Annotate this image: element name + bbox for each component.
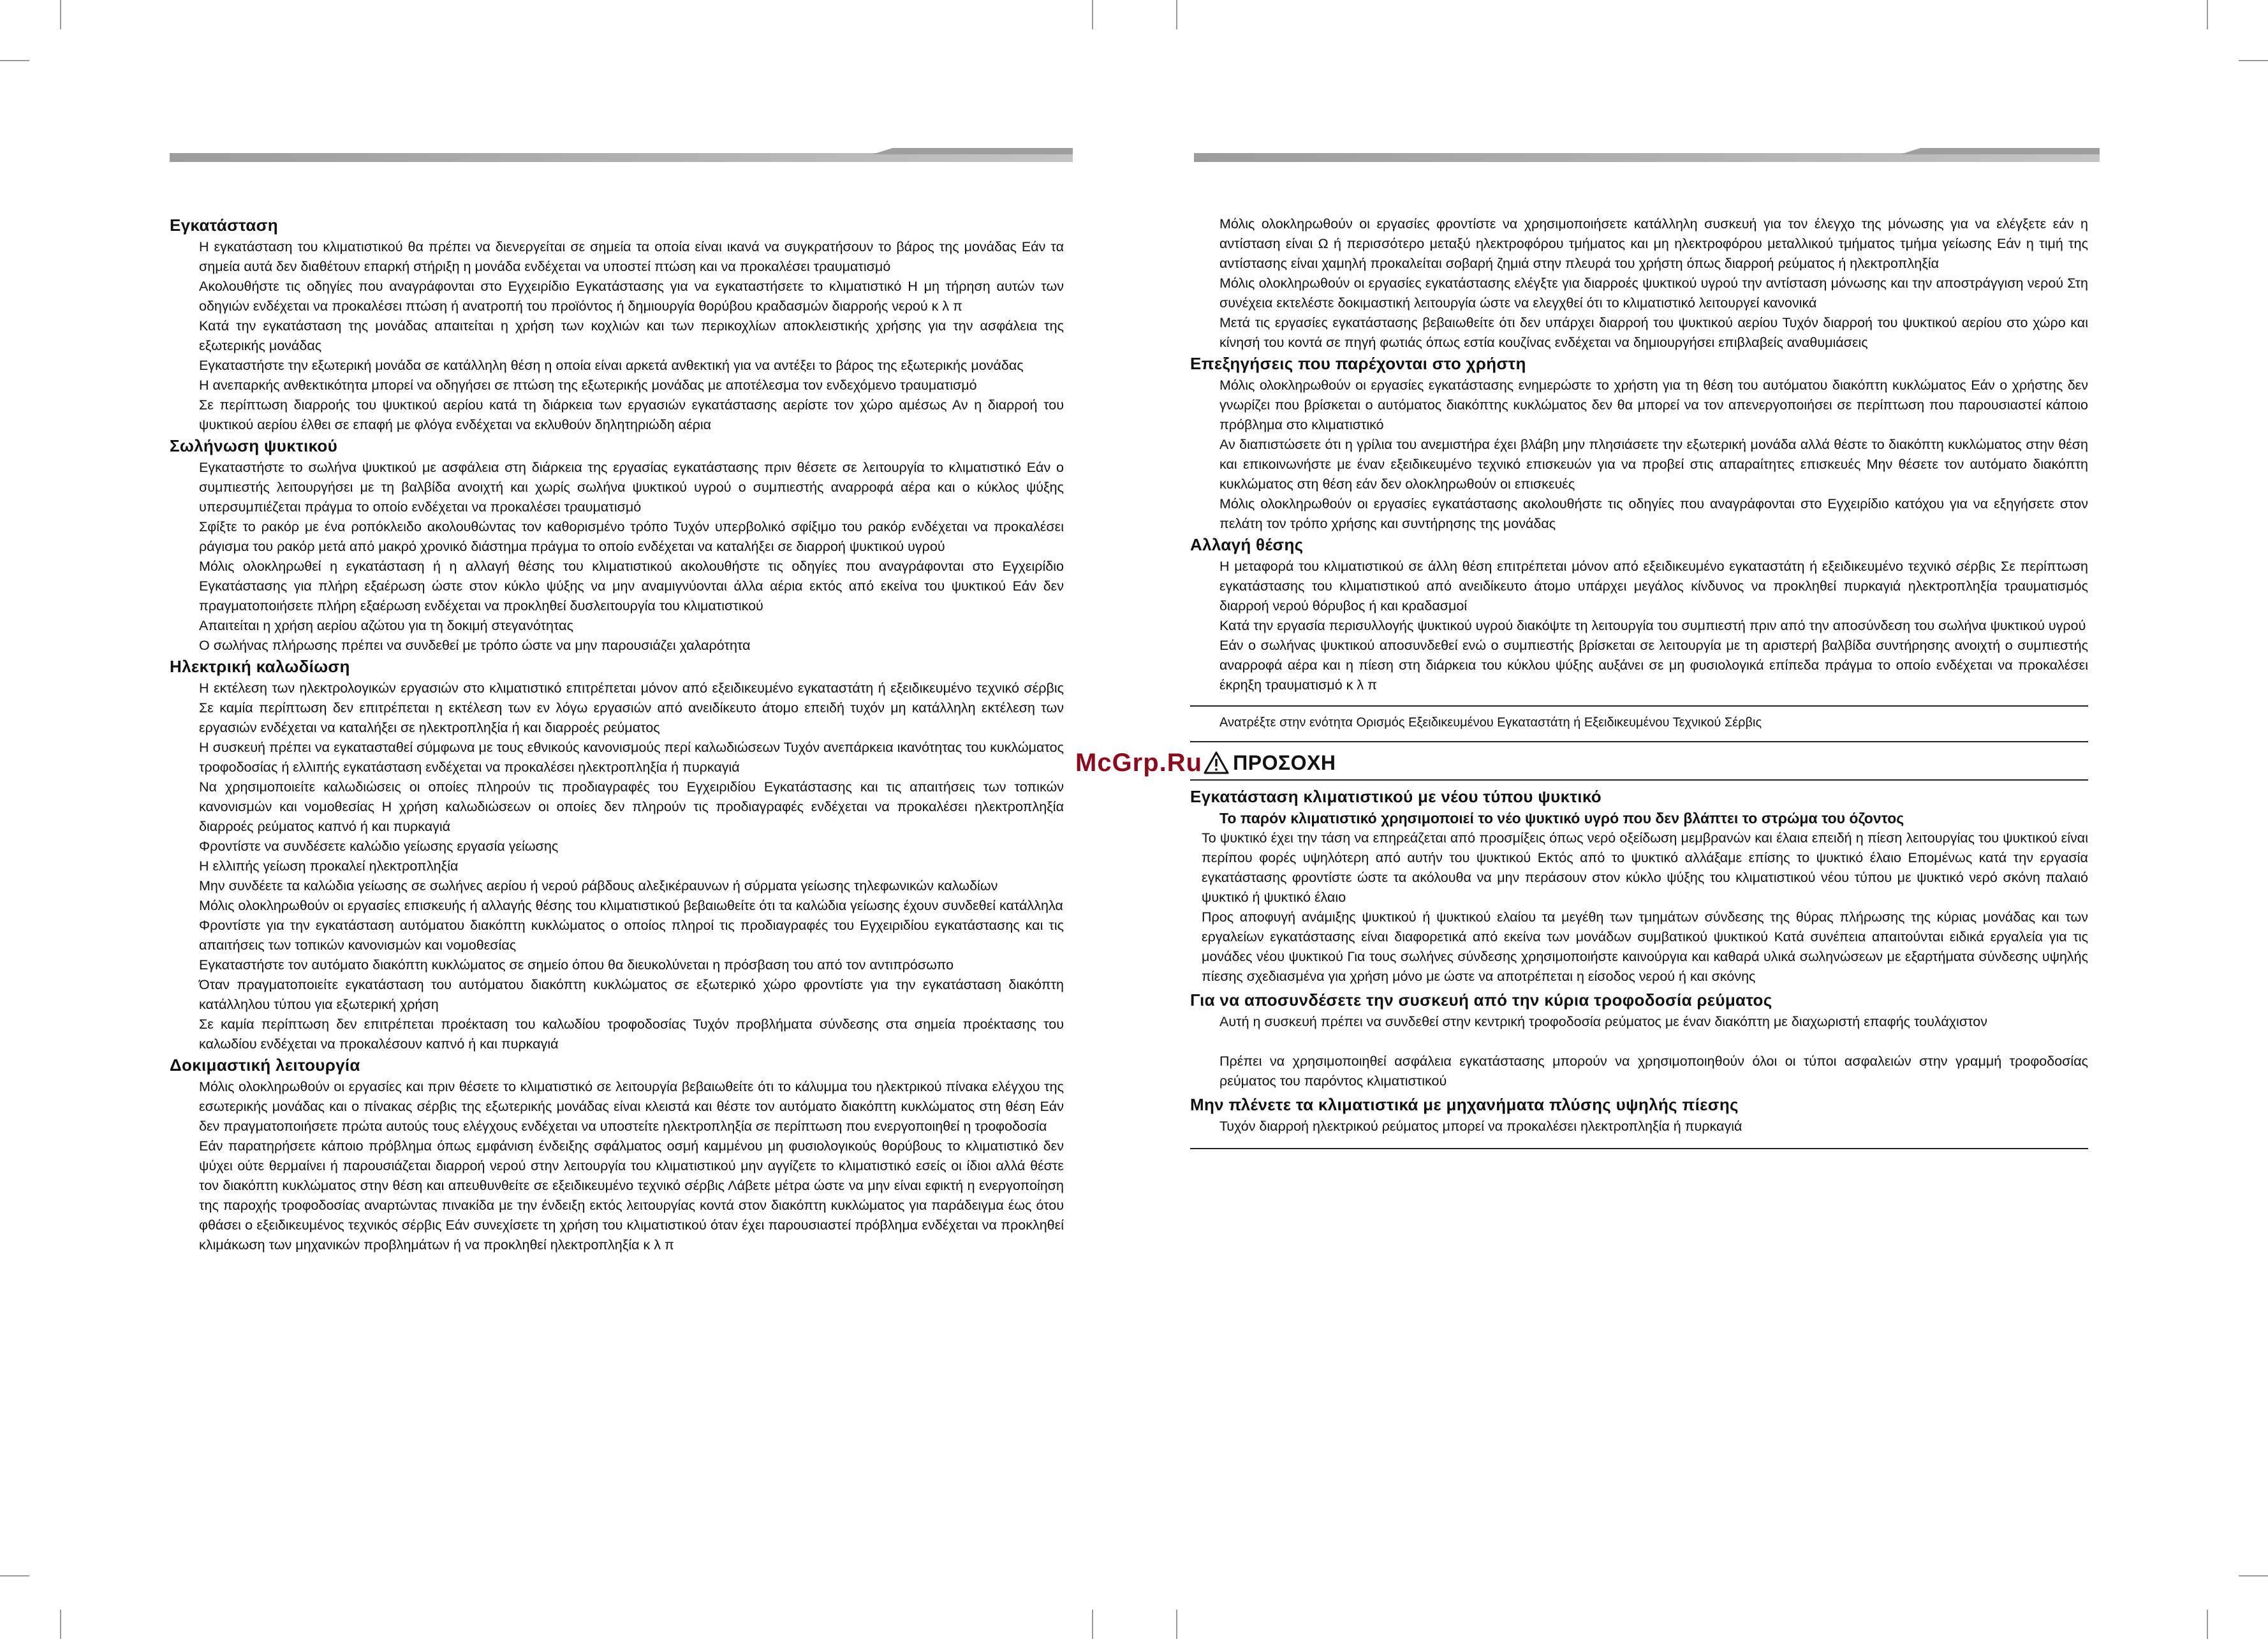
crop-mark xyxy=(0,60,29,61)
section-heading: Επεξηγήσεις που παρέχονται στο χρήστη xyxy=(1190,354,1526,373)
paragraph: Εγκαταστήστε τον αυτόματο διακόπτη κυκλώματος σε σημείο όπου θα διευκολύνεται η πρόσβαση του από τον αντιπρόσωπο xyxy=(199,957,954,973)
header-band-left-tab xyxy=(873,148,1073,154)
paragraph: Μόλις ολοκληρωθεί η εγκατάσταση ή η αλλαγή θέσης του κλιματιστικού ακολουθήστε τις οδηγίες που αναγράφονται στο Εγχειρίδιο Εγκατάστασης για πλήρη εξαέρωση ώστε στον κύκλο ψύξης να μην αναμιγνύονται άλλα αέρια εκτός από εκείνα του ψυκτικού Εάν δεν πραγματοποιήσετε πλήρη εξαέρωση ενδέχεται να προκληθεί δυσλειτουργία του κλιματιστικού xyxy=(199,559,1064,614)
crop-mark xyxy=(2239,60,2268,61)
divider xyxy=(1190,779,2088,781)
paragraph: Η εκτέλεση των ηλεκτρολογικών εργασιών στο κλιματιστικό επιτρέπεται μόνον από εξειδικευμένο εγκαταστάτη ή εξειδικευμένο τεχνικό σέρβις Σε καμία περίπτωση δεν επιτρέπεται η εκτέλεση των εν λόγω εργασιών από ανειδίκευτο άτομο επειδή τυχόν μη κατάλληλη εκτέλεση των εργασιών ενδέχεται να καταλήξει σε ηλεκτροπληξία ή και διαρροές ρεύματος xyxy=(199,680,1064,735)
paragraph: Όταν πραγματοποιείτε εγκατάσταση του αυτόματου διακόπτη κυκλώματος σε εξωτερικό χώρο φροντίστε για την εγκατάσταση διακόπτη κατάλληλου τύπου για εξωτερική χρήση xyxy=(199,977,1064,1012)
section-electrical-wiring xyxy=(170,656,1064,1054)
caution-title: ΠΡΟΣΟΧΗ xyxy=(1233,751,1336,774)
section-heading: Σωλήνωση ψυκτικού xyxy=(170,436,338,455)
section-relocation xyxy=(1190,534,2088,695)
paragraph: Μετά τις εργασίες εγκατάστασης βεβαιωθείτε ότι δεν υπάρχει διαρροή του ψυκτικού αερίου Τυχόν διαρροή του ψυκτικού αερίου στο χώρο και κίνησή του κοντά σε πηγή φωτιάς όπως εστία κουζίνας ενδέχεται να δημιουργήσει επιβλαβείς αναθυμιάσεις xyxy=(1219,315,2088,350)
paragraph: Σφίξτε το ρακόρ με ένα ροπόκλειδο ακολουθώντας τον καθορισμένο τρόπο Τυχόν υπερβολικό σφίξιμο του ρακόρ ενδέχεται να προκαλέσει ράγισμα του ρακόρ μετά από μακρό χρονικό διάστημα πράγμα το οποίο ενδέχεται να καταλήξει σε διαρροή ψυκτικού υγρού xyxy=(199,519,1064,554)
paragraph: Μην συνδέετε τα καλώδια γείωσης σε σωλήνες αερίου ή νερού ράβδους αλεξικέραυνων ή σύρματα γείωσης τηλεφωνικών καλωδίων xyxy=(199,878,998,893)
crop-mark xyxy=(0,1575,29,1577)
section-refrigerant-piping xyxy=(170,435,1064,656)
paragraph: Τυχόν διαρροή ηλεκτρικού ρεύματος μπορεί να προκαλέσει ηλεκτροπληξία ή πυρκαγιά xyxy=(1219,1119,1742,1134)
crop-mark xyxy=(2239,1575,2268,1577)
paragraph: Μόλις ολοκληρωθούν οι εργασίες εγκατάστασης ελέγξτε για διαρροές ψυκτικού υγρού την αντίσταση μόνωσης και την αποστράγγιση νερού Στη συνέχεια εκτελέστε δοκιμαστική λειτουργία ώστε να ελεγχθεί ότι το κλιματιστικό λειτουργεί κανονικά xyxy=(1219,276,2088,311)
crop-mark xyxy=(2207,0,2208,29)
divider xyxy=(1190,741,2088,742)
paragraph: Φροντίστε να συνδέσετε καλώδιο γείωσης εργασία γείωσης xyxy=(199,839,559,854)
crop-mark xyxy=(60,1610,61,1639)
paragraph: Εγκαταστήστε το σωλήνα ψυκτικού με ασφάλεια στη διάρκεια της εργασίας εγκατάστασης πριν θέσετε σε λειτουργία το κλιματιστικό Εάν ο συμπιεστής λειτουργήσει με τη βαλβίδα ανοιχτή και χωρίς σωλήνα ψυκτικού υγρού ο συμπιεστής αναρροφά αέρα και ο κύκλος ψύξης υπερσυμπιέζεται πράγμα το οποίο ενδέχεται να προκαλέσει τραυματισμό xyxy=(199,460,1064,515)
section-heading: Δοκιμαστική λειτουργία xyxy=(170,1055,360,1075)
paragraph: Μόλις ολοκληρωθούν οι εργασίες εγκατάστασης ενημερώστε το χρήστη για τη θέση του αυτόματου διακόπτη κυκλώματος Εάν ο χρήστης δεν γνωρίζει που βρίσκεται ο αυτόματος διακόπτης κυκλώματος δεν θα μπορεί να τον απενεργοποιήσει σε περίπτωση που παρουσιαστεί κάποιο πρόβλημα στο κλιματιστικό xyxy=(1219,378,2088,432)
right-column xyxy=(1075,214,2088,1149)
paragraph: Η συσκευή πρέπει να εγκατασταθεί σύμφωνα με τους εθνικούς κανονισμούς περί καλωδιώσεων Τυχόν ανεπάρκεια ικανότητας του κυκλώματος τροφοδοσίας ή ελλιπής εγκατάσταση ενδέχεται να προκαλέσει ηλεκτροπληξία ή πυρκαγιά xyxy=(199,740,1064,775)
warning-icon xyxy=(1204,751,1229,774)
section-heading: Αλλαγή θέσης xyxy=(1190,535,1304,554)
paragraph xyxy=(1190,1032,2088,1052)
bold-paragraph: Το παρόν κλιματιστικό χρησιμοποιεί το νέο ψυκτικό υγρό που δεν βλάπτει το στρώμα του όζοντος xyxy=(1219,810,1904,827)
section-new-refrigerant xyxy=(1190,786,2088,987)
paragraph: Ακολουθήστε τις οδηγίες που αναγράφονται στο Εγχειρίδιο Εγκατάστασης για να εγκαταστήσετε το κλιματιστικό Η μη τήρηση αυτών των οδηγιών ενδέχεται να προκαλέσει πτώση ή ανατροπή του προϊόντος ή δημιουργία θορύβου κραδασμών διαρροής νερού κ λ π xyxy=(199,279,1064,314)
crop-mark xyxy=(1092,0,1093,29)
crop-mark xyxy=(1176,0,1177,29)
caution-banner xyxy=(1075,747,2088,778)
section-test-run xyxy=(170,1054,1064,1255)
divider xyxy=(1190,1148,2088,1149)
paragraph: Μόλις ολοκληρωθούν οι εργασίες επισκευής ή αλλαγής θέσης του κλιματιστικού βεβαιωθείτε ότι τα καλώδια γείωσης έχουν συνδεθεί κατάλληλα xyxy=(199,898,1063,913)
paragraph: Η ελλιπής γείωση προκαλεί ηλεκτροπληξία xyxy=(199,858,459,874)
section-heading: Για να αποσυνδέσετε την συσκευή από την κύρια τροφοδοσία ρεύματος xyxy=(1190,990,1772,1010)
crop-mark xyxy=(2207,1610,2208,1639)
divider xyxy=(1190,705,2088,707)
left-column xyxy=(170,214,1064,1255)
section-user-explanations xyxy=(1190,353,2088,534)
reference-note: Ανατρέξτε στην ενότητα Ορισμός Εξειδικευμένου Εγκαταστάτη ή Εξειδικευμένου Τεχνικού Σέρβις xyxy=(1219,716,1762,730)
paragraph: Εάν ο σωλήνας ψυκτικού αποσυνδεθεί ενώ ο συμπιεστής βρίσκεται σε λειτουργία με τη αριστερή βαλβίδα συντήρησης ανοιχτή ο συμπιεστής αναρροφά αέρα και η πίεση στη διάρκεια του κύκλου ψύξης αυξάνει σε μη φυσιολογικά επίπεδα πράγμα το οποίο ενδέχεται να προκαλέσει έκρηξη τραυματισμό κ λ π xyxy=(1219,638,2088,693)
paragraph: Εγκαταστήστε την εξωτερική μονάδα σε κατάλληλη θέση η οποία είναι αρκετά ανθεκτική για να αντέξει το βάρος της εξωτερικής μονάδας xyxy=(199,358,1024,373)
section-installation xyxy=(170,214,1064,435)
paragraph: Η μεταφορά του κλιματιστικού σε άλλη θέση επιτρέπεται μόνον από εξειδικευμένο εγκαταστάτη ή εξειδικευμένο τεχνικό σέρβις Σε περίπτωση εγκατάστασης του κλιματιστικού από ανειδίκευτο άτομο υπάρχει μεγάλος κίνδυνος να προκληθεί πυρκαγιά ηλεκτροπληξία τραυματισμός διαρροή νερού θόρυβος ή και κραδασμοί xyxy=(1219,559,2088,614)
section-heading: Εγκατάσταση xyxy=(170,216,278,235)
paragraph: Κατά την εγκατάσταση της μονάδας απαιτείται η χρήση των κοχλιών και των περικοχλίων αποκλειστικής χρήσης για την ασφάλεια της εξωτερικής μονάδας xyxy=(199,318,1064,353)
paragraph: Ο σωλήνας πλήρωσης πρέπει να συνδεθεί με τρόπο ώστε να μην παρουσιάζει χαλαρότητα xyxy=(199,638,751,653)
paragraph: Σε περίπτωση διαρροής του ψυκτικού αερίου κατά τη διάρκεια των εργασιών εγκατάστασης αερίστε τον χώρο αμέσως Αν η διαρροή του ψυκτικού αερίου έλθει σε επαφή με φλόγα ενδέχεται να εκλυθούν δηλητηριώδη αέρια xyxy=(199,397,1064,432)
crop-mark xyxy=(60,0,61,29)
paragraph: Το ψυκτικό έχει την τάση να επηρεάζεται από προσμίξεις όπως νερό οξείδωση μεμβρανών και έλαια επειδή η πίεση λειτουργίας του ψυκτικού είναι περίπου φορές υψηλότερη από αυτήν του ψυκτικού Εκτός από το ψυκτικό αλλάξαμε επίσης το ψυκτικό έλαιο Επομένως κατά την εργασία εγκατάστασης φροντίστε ώστε τα ακόλουθα να μην περάσουν στον κύκλο ψύξης του κλιματιστικού νέου τύπου με ψυκτικό νερό σκόνη παλαιό ψυκτικό ή ψυκτικό έλαιο xyxy=(1202,830,2088,905)
paragraph: Μόλις ολοκληρωθούν οι εργασίες και πριν θέσετε το κλιματιστικό σε λειτουργία βεβαιωθείτε ότι το κάλυμμα του ηλεκτρικού πίνακα ελέγχου της εσωτερικής μονάδας και ο πίνακας σέρβις της εξωτερικής μονάδας είναι κλειστά και θέστε τον αυτόματο διακόπτη κυκλώματος στη θέση Εάν δεν πραγματοποιήσετε πρώτα αυτούς τους ελέγχους ενδέχεται να υποστείτε ηλεκτροπληξία σε περίπτωση που ενεργοποιηθεί η τροφοδοσία xyxy=(199,1079,1064,1134)
header-band-right-tab xyxy=(1901,148,2100,154)
watermark: McGrp.Ru xyxy=(1075,748,1203,777)
paragraph: Η ανεπαρκής ανθεκτικότητα μπορεί να οδηγήσει σε πτώση της εξωτερικής μονάδας με αποτέλεσμα τον ενδεχόμενο τραυματισμό xyxy=(199,378,977,393)
paragraph: Πρέπει να χρησιμοποιηθεί ασφάλεια εγκατάστασης μπορούν να χρησιμοποιηθούν όλοι οι τύποι ασφαλειών στην γραμμή τροφοδοσίας ρεύματος του παρόντος κλιματιστικού xyxy=(1219,1054,2088,1089)
crop-mark xyxy=(1176,1610,1177,1639)
section-heading: Μην πλένετε τα κλιματιστικά με μηχανήματα πλύσης υψηλής πίεσης xyxy=(1190,1095,1739,1114)
paragraph: Να χρησιμοποιείτε καλωδιώσεις οι οποίες πληρούν τις προδιαγραφές του Εγχειριδίου Εγκατάστασης και τις απαιτήσεις των τοπικών κανονισμών και νομοθεσίας Η χρήση καλωδιώσεων οι οποίες δεν πληρούν τις προδιαγραφές ενδέχεται να προκαλέσει ηλεκτροπληξία διαρροές ρεύματος καπνό ή και πυρκαγιά xyxy=(199,779,1064,834)
section-no-pressure-washing xyxy=(1190,1094,2088,1136)
paragraph: Προς αποφυγή ανάμιξης ψυκτικού ή ψυκτικού ελαίου τα μεγέθη των τμημάτων σύνδεσης της θύρας πλήρωσης της κύριας μονάδας και των εργαλείων εγκατάστασης είναι διαφορετικά από εκείνα των μονάδων συμβατικού ψυκτικού Κατά συνέπεια απαιτούνται ειδικά εργαλεία για τις μονάδες νέου ψυκτικού Για τους σωλήνες σύνδεσης χρησιμοποιήστε καινούργια και καθαρά υλικά σωληνώσεων με εξαρτήματα σύνδεσης υψηλής πίεσης σχεδιασμένα για χρήση μόνο με ώστε να αποτρέπεται η είσοδος νερού ή και σκόνης xyxy=(1202,909,2088,984)
paragraph: Αυτή η συσκευή πρέπει να συνδεθεί στην κεντρική τροφοδοσία ρεύματος με έναν διακόπτη με διαχωριστή επαφής τουλάχιστον xyxy=(1219,1014,1987,1029)
paragraph: Μόλις ολοκληρωθούν οι εργασίες φροντίστε να χρησιμοποιήσετε κατάλληλη συσκευή για τον έλεγχο της μόνωσης για να ελέγξετε εάν η αντίσταση είναι Ω ή περισσότερο μεταξύ ηλεκτροφόρου τμήματος και μη ηλεκτροφόρου μεταλλικού τμήματος τμήμα γείωσης Εάν η τιμή της αντίστασης είναι χαμηλή προκαλείται σοβαρή ζημιά στην πλευρά του χρήστη όπως διαρροή ρεύματος ή ηλεκτροπληξία xyxy=(1219,216,2088,271)
header-band-right xyxy=(1194,153,2100,162)
header-band-left xyxy=(170,153,1073,162)
section-heading: Εγκατάσταση κλιματιστικού με νέου τύπου ψυκτικό xyxy=(1190,787,1602,806)
paragraph: Αν διαπιστώσετε ότι η γρίλια του ανεμιστήρα έχει βλάβη μην πλησιάσετε την εξωτερική μονάδα αλλά θέστε το διακόπτη κυκλώματος στην θέση και επικοινωνήστε με έναν εξειδικευμένο τεχνικό επισκευών για να προβεί στις απαραίτητες επισκευές Μην θέσετε τον αυτόματο διακόπτη κυκλώματος στη θέση εάν δεν ολοκληρωθούν οι επισκευές xyxy=(1219,437,2088,492)
section-disconnect-power xyxy=(1190,989,2088,1091)
paragraph: Η εγκατάσταση του κλιματιστικού θα πρέπει να διενεργείται σε σημεία τα οποία είναι ικανά να συγκρατήσουν το βάρος της μονάδας Εάν τα σημεία αυτά δεν διαθέτουν επαρκή στήριξη η μονάδα ενδέχεται να υποστεί πτώση και να προκαλέσει τραυματισμό xyxy=(199,239,1064,274)
paragraph: Μόλις ολοκληρωθούν οι εργασίες εγκατάστασης ακολουθήστε τις οδηγίες που αναγράφονται στο Εγχειρίδιο κατόχου για να εξηγήσετε στον πελάτη τον τρόπο χρήσης και συντήρησης της μονάδας xyxy=(1219,496,2088,531)
crop-mark xyxy=(1092,1610,1093,1639)
paragraph: Σε καμία περίπτωση δεν επιτρέπεται προέκταση του καλωδίου τροφοδοσίας Τυχόν προβλήματα σύνδεσης στα σημεία προέκτασης του καλωδίου ενδέχεται να προκαλέσουν καπνό ή και πυρκαγιά xyxy=(199,1017,1064,1052)
paragraph: Εάν παρατηρήσετε κάποιο πρόβλημα όπως εμφάνιση ένδειξης σφάλματος οσμή καμμένου μη φυσιολογικούς θορύβους το κλιματιστικό δεν ψύχει ούτε θερμαίνει ή παρουσιάζεται διαρροή νερού στην λειτουργία του κλιματιστικού μην αγγίζετε το κλιματιστικό εσείς οι ίδιοι αλλά θέστε τον διακόπτη κυκλώματος στην θέση και απευθυνθείτε σε εξειδικευμένο τεχνικό σέρβις Λάβετε μέτρα ώστε να μην είναι εφικτή η ενεργοποίηση της παροχής τροφοδοσίας αναρτώντας πινακίδα με την ένδειξη εκτός λειτουργίας κοντά στον διακόπτη κυκλώματος για παράδειγμα έως ότου φθάσει ο εξειδικευμένος τεχνικός σέρβις Εάν συνεχίσετε τη χρήση του κλιματιστικού όταν έχει παρουσιαστεί πρόβλημα ενδέχεται να προκληθεί κλιμάκωση των μηχανικών προβλημάτων ή να προκληθεί ηλεκτροπληξία κ λ π xyxy=(199,1138,1064,1253)
paragraph: Φροντίστε για την εγκατάσταση αυτόματου διακόπτη κυκλώματος ο οποίος πληροί τις προδιαγραφές του Εγχειριδίου εγκατάστασης και τις απαιτήσεις των τοπικών κανονισμών και νομοθεσίας xyxy=(199,918,1064,953)
paragraph: Απαιτείται η χρήση αερίου αζώτου για τη δοκιμή στεγανότητας xyxy=(199,618,573,633)
paragraph: Κατά την εργασία περισυλλογής ψυκτικού υγρού διακόψτε τη λειτουργία του συμπιεστή πριν από την αποσύνδεση του σωλήνα ψυκτικού υγρού xyxy=(1219,618,2086,633)
section-heading: Ηλεκτρική καλωδίωση xyxy=(170,657,350,676)
